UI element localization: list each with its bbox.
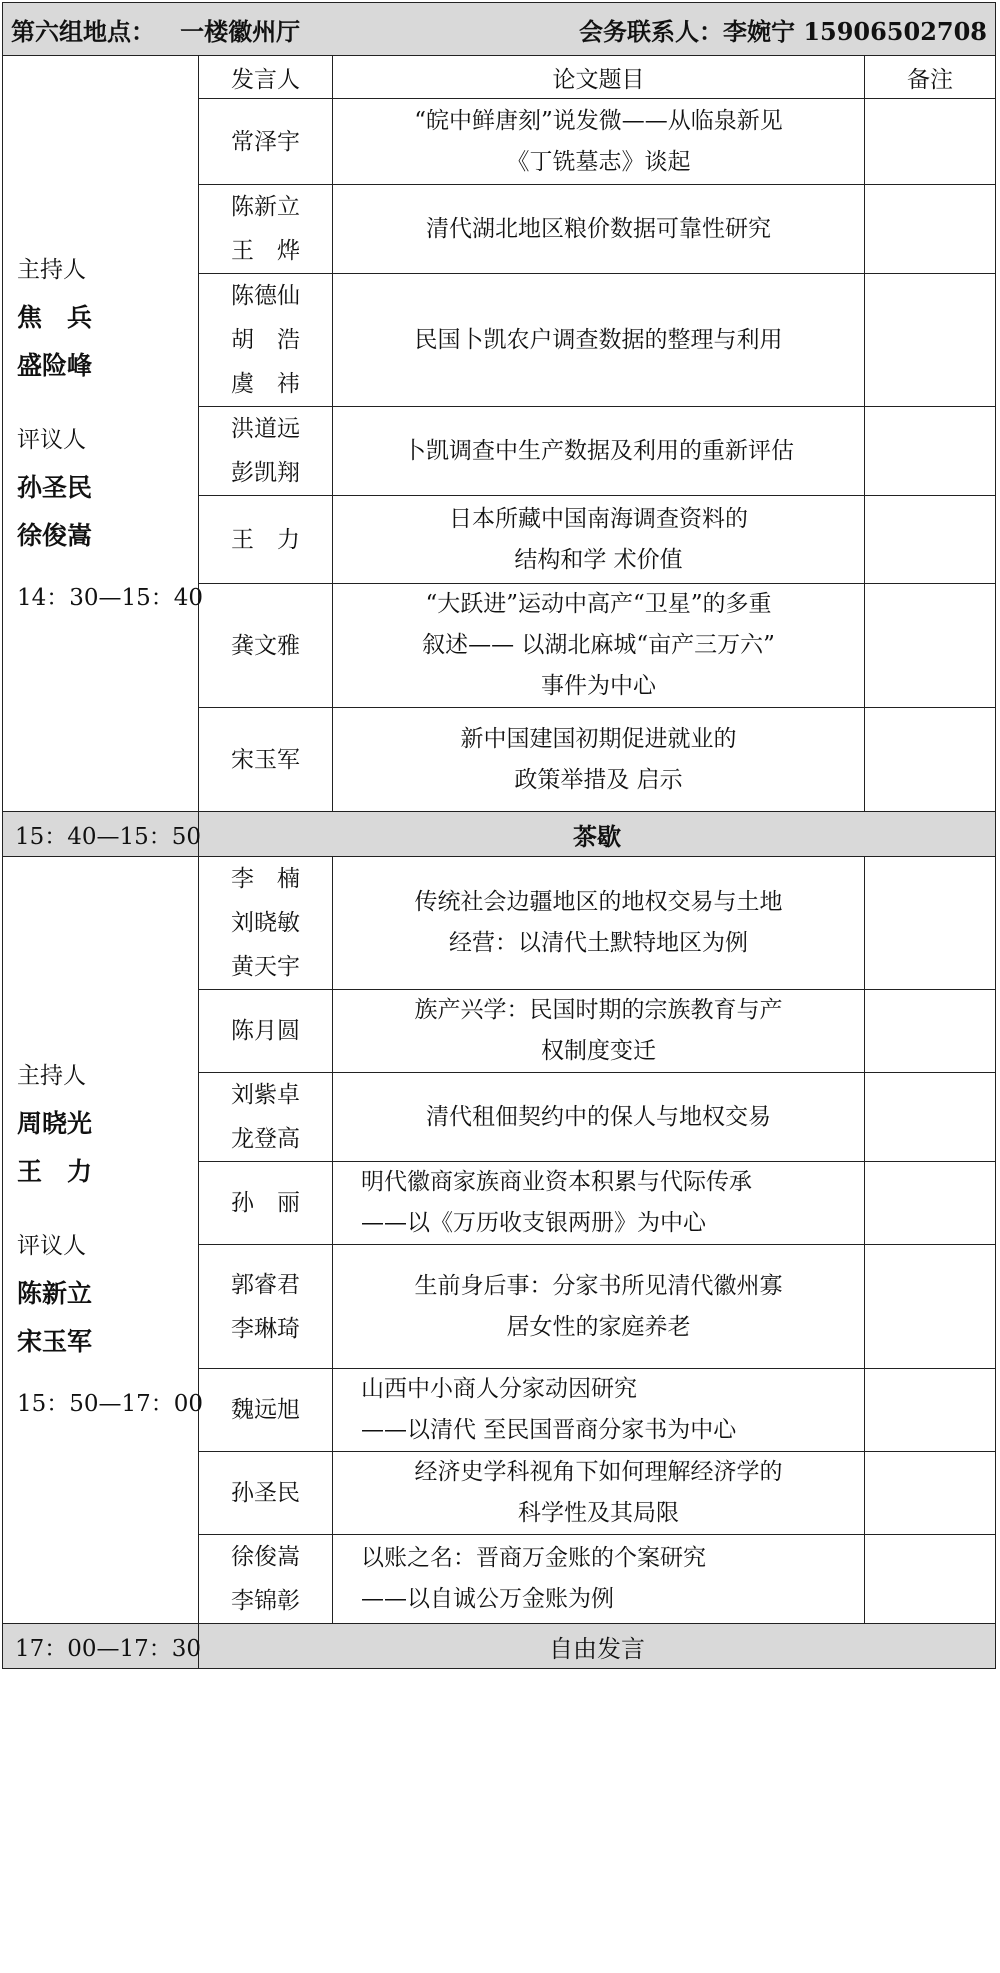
group-location-label: 第六组地点： bbox=[11, 16, 155, 46]
note-cell bbox=[865, 1452, 996, 1535]
speaker-cell bbox=[199, 274, 333, 407]
host-name: 盛险峰 bbox=[17, 350, 93, 380]
paper-title-line: ——以自诚公万金账为例 bbox=[361, 1586, 614, 1612]
host-name: 焦 兵 bbox=[17, 302, 93, 332]
break-row bbox=[3, 1624, 996, 1669]
speaker-cell bbox=[199, 1452, 333, 1535]
note-cell bbox=[865, 1073, 996, 1162]
paper-title-cell bbox=[333, 407, 865, 496]
paper-title-line: 结构和学 术价值 bbox=[514, 546, 683, 573]
speaker-name-line: 洪道远 bbox=[231, 416, 300, 442]
contact-label: 会务联系人： bbox=[578, 16, 723, 46]
spacer bbox=[17, 1196, 198, 1222]
paper-title-cell bbox=[333, 857, 865, 990]
reviewer-label: 评议人 bbox=[17, 426, 86, 453]
paper-title-line: 族产兴学：民国时期的宗族教育与产 bbox=[414, 997, 783, 1023]
speaker-name-line: 王 烨 bbox=[231, 238, 300, 264]
break-label: 自由发言 bbox=[199, 1624, 996, 1669]
note-cell bbox=[865, 857, 996, 990]
speaker-cell bbox=[199, 407, 333, 496]
paper-title-cell bbox=[333, 1162, 865, 1245]
paper-title-line: 事件为中心 bbox=[541, 673, 656, 699]
paper-title-line: ——以《万历收支银两册》为中心 bbox=[361, 1210, 706, 1236]
speaker-name-line: 李琳琦 bbox=[231, 1315, 300, 1342]
host-name: 王 力 bbox=[17, 1157, 93, 1186]
session-time: 14：30—15：40 bbox=[17, 584, 204, 611]
paper-title-line: 科学性及其局限 bbox=[518, 1500, 679, 1526]
paper-title-line: “大跃进”运动中高产“卫星”的多重 bbox=[425, 591, 772, 617]
spacer bbox=[17, 390, 198, 416]
speaker-name-line: 常泽宇 bbox=[231, 128, 300, 155]
speaker-cell bbox=[199, 99, 333, 185]
schedule-sheet bbox=[2, 2, 995, 1669]
column-header-row bbox=[3, 56, 996, 99]
speaker-name-line: 李锦彰 bbox=[231, 1588, 300, 1614]
paper-title-cell bbox=[333, 1369, 865, 1452]
paper-title-line: 新中国建国初期促进就业的 bbox=[460, 725, 737, 752]
note-cell bbox=[865, 1245, 996, 1369]
column-header-row bbox=[3, 857, 996, 990]
host-label: 主持人 bbox=[17, 1063, 86, 1089]
speaker-name-line: 陈月圆 bbox=[231, 1018, 300, 1044]
paper-title-cell bbox=[333, 99, 865, 185]
paper-title-line: 经营：以清代土默特地区为例 bbox=[449, 930, 748, 956]
host-name: 周晓光 bbox=[17, 1109, 93, 1138]
column-header-note: 备注 bbox=[865, 56, 996, 99]
paper-title-cell bbox=[333, 584, 865, 708]
speaker-name-line: 徐俊嵩 bbox=[231, 1544, 300, 1570]
speaker-name-line: 陈德仙 bbox=[231, 283, 300, 309]
paper-title-line: ——以清代 至民国晋商分家书为中心 bbox=[361, 1417, 737, 1443]
session-info-cell bbox=[3, 56, 204, 812]
paper-title-line: 传统社会边疆地区的地权交易与土地 bbox=[414, 889, 783, 915]
speaker-name-line: 刘紫卓 bbox=[231, 1082, 300, 1108]
speaker-name-line: 龙登高 bbox=[231, 1126, 300, 1152]
reviewer-name: 陈新立 bbox=[17, 1279, 93, 1308]
column-header-title: 论文题目 bbox=[333, 56, 865, 99]
contact-info bbox=[579, 12, 987, 47]
note-cell bbox=[865, 708, 996, 812]
paper-title-line: 清代湖北地区粮价数据可靠性研究 bbox=[426, 215, 771, 242]
speaker-cell bbox=[199, 1162, 333, 1245]
paper-title-line: 卜凯调查中生产数据及利用的重新评估 bbox=[403, 437, 794, 464]
paper-title-cell bbox=[333, 1452, 865, 1535]
speaker-name-line: 孙 丽 bbox=[231, 1190, 300, 1216]
group-location bbox=[11, 12, 300, 47]
paper-title-line: 清代租佃契约中的保人与地权交易 bbox=[426, 1103, 771, 1130]
speaker-name-line: 彭凯翔 bbox=[231, 460, 300, 486]
speaker-cell bbox=[199, 990, 333, 1073]
paper-title-line: 《丁铣墓志》谈起 bbox=[506, 148, 691, 175]
note-cell bbox=[865, 407, 996, 496]
break-time: 17：00—17：30 bbox=[3, 1624, 199, 1669]
paper-title-line: 明代徽商家族商业资本积累与代际传承 bbox=[361, 1169, 752, 1195]
note-cell bbox=[865, 99, 996, 185]
paper-title-line: 权制度变迁 bbox=[541, 1038, 656, 1064]
note-cell bbox=[865, 584, 996, 708]
speaker-cell bbox=[199, 185, 333, 274]
speaker-name-line: 宋玉军 bbox=[231, 746, 300, 773]
paper-title-line: 日本所藏中国南海调查资料的 bbox=[449, 505, 748, 532]
speaker-name-line: 刘晓敏 bbox=[231, 910, 300, 936]
paper-title-cell bbox=[333, 1073, 865, 1162]
paper-title-cell bbox=[333, 496, 865, 584]
paper-title-line: “皖中鲜唐刻”说发微——从临泉新见 bbox=[414, 107, 783, 134]
speaker-name-line: 虞 祎 bbox=[231, 371, 300, 397]
reviewer-name: 宋玉军 bbox=[17, 1327, 93, 1356]
note-cell bbox=[865, 185, 996, 274]
header-row bbox=[3, 3, 996, 56]
speaker-name-line: 龚文雅 bbox=[231, 632, 300, 659]
paper-title-line: 民国卜凯农户调查数据的整理与利用 bbox=[414, 326, 783, 353]
paper-title-line: 山西中小商人分家动因研究 bbox=[361, 1376, 637, 1402]
speaker-name-line: 孙圣民 bbox=[231, 1480, 300, 1506]
break-row bbox=[3, 812, 996, 857]
speaker-cell bbox=[199, 708, 333, 812]
reviewer-label: 评议人 bbox=[17, 1233, 86, 1259]
contact-name: 李婉宁 bbox=[722, 16, 795, 46]
group-location-value: 一楼徽州厅 bbox=[180, 16, 301, 46]
paper-title-cell bbox=[333, 1245, 865, 1369]
speaker-name-line: 王 力 bbox=[231, 526, 300, 553]
speaker-cell bbox=[199, 584, 333, 708]
break-label: 茶歇 bbox=[199, 812, 996, 857]
note-cell bbox=[865, 990, 996, 1073]
note-cell bbox=[865, 274, 996, 407]
session-time: 15：50—17：00 bbox=[17, 1391, 204, 1417]
column-header-speaker: 发言人 bbox=[199, 56, 333, 99]
speaker-cell bbox=[199, 1535, 333, 1624]
paper-title-line: 政策举措及 启示 bbox=[514, 766, 683, 793]
speaker-name-line: 黄天宇 bbox=[231, 954, 300, 980]
paper-title-cell bbox=[333, 708, 865, 812]
paper-title-line: 叙述—— 以湖北麻城“亩产三万六” bbox=[422, 632, 775, 658]
paper-title-cell bbox=[333, 990, 865, 1073]
session-info-cell bbox=[3, 857, 204, 1624]
note-cell bbox=[865, 1162, 996, 1245]
speaker-name-line: 郭睿君 bbox=[231, 1271, 300, 1298]
reviewer-name: 孙圣民 bbox=[17, 472, 93, 502]
contact-phone: 15906502708 bbox=[803, 16, 988, 46]
host-label: 主持人 bbox=[17, 256, 86, 283]
paper-title-line: 以账之名：晋商万金账的个案研究 bbox=[361, 1545, 706, 1571]
paper-title-cell bbox=[333, 185, 865, 274]
paper-title-cell bbox=[333, 274, 865, 407]
paper-title-line: 居女性的家庭养老 bbox=[506, 1313, 691, 1340]
note-cell bbox=[865, 1369, 996, 1452]
schedule-table bbox=[2, 2, 996, 1669]
speaker-cell bbox=[199, 1073, 333, 1162]
speaker-cell bbox=[199, 496, 333, 584]
speaker-cell bbox=[199, 1245, 333, 1369]
speaker-name-line: 胡 浩 bbox=[231, 327, 300, 353]
speaker-cell bbox=[199, 857, 333, 990]
speaker-name-line: 李 楠 bbox=[231, 866, 300, 892]
paper-title-line: 生前身后事：分家书所见清代徽州寡 bbox=[414, 1272, 783, 1299]
note-cell bbox=[865, 496, 996, 584]
paper-title-cell bbox=[333, 1535, 865, 1624]
note-cell bbox=[865, 1535, 996, 1624]
break-time: 15：40—15：50 bbox=[3, 812, 199, 857]
paper-title-line: 经济史学科视角下如何理解经济学的 bbox=[414, 1459, 783, 1485]
speaker-cell bbox=[199, 1369, 333, 1452]
reviewer-name: 徐俊嵩 bbox=[17, 520, 93, 550]
speaker-name-line: 陈新立 bbox=[231, 194, 300, 220]
speaker-name-line: 魏远旭 bbox=[231, 1397, 300, 1423]
